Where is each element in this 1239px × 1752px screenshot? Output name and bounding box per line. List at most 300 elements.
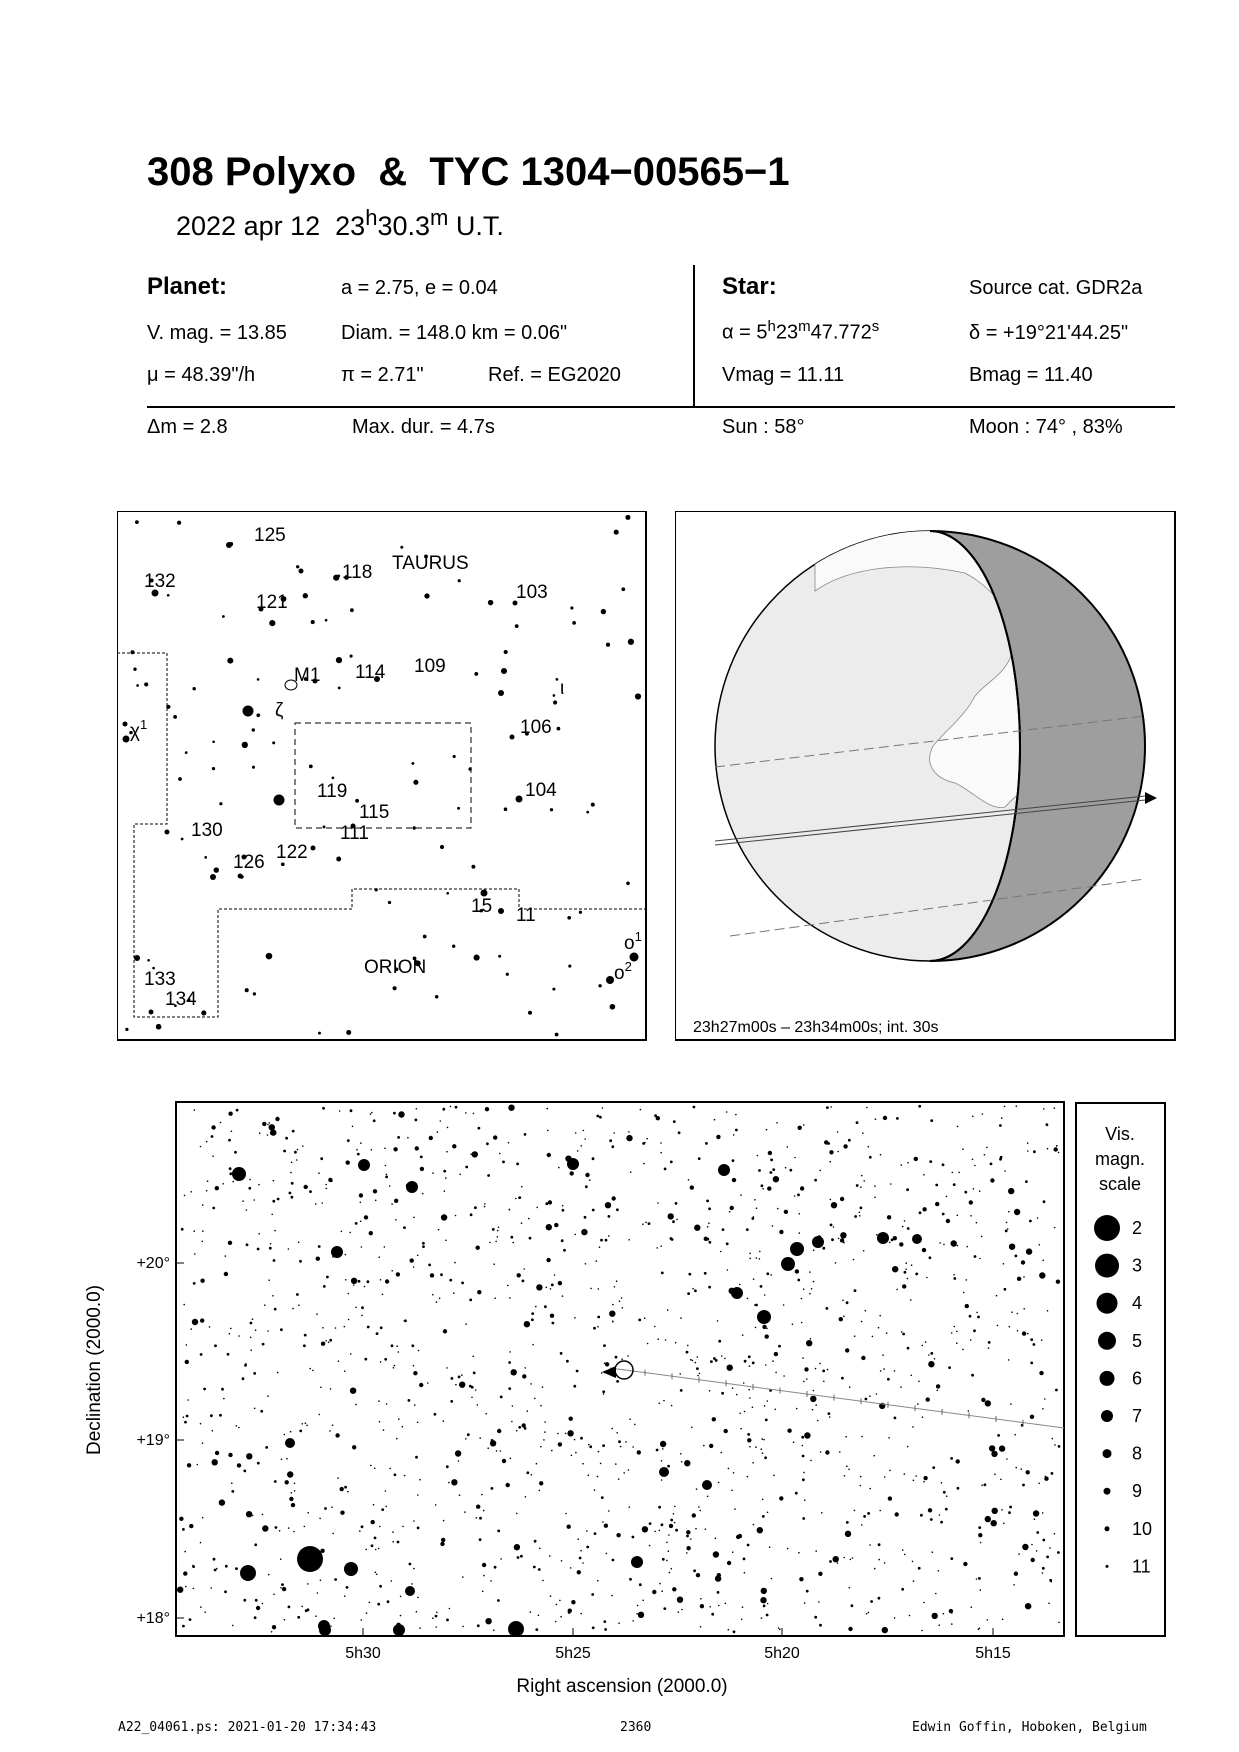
detail-star	[712, 1417, 716, 1421]
detail-star	[594, 1532, 597, 1535]
detail-star	[848, 1469, 850, 1471]
detail-star	[379, 1585, 382, 1588]
detail-star	[281, 1459, 283, 1461]
detail-star	[727, 1269, 729, 1271]
detail-star	[585, 1185, 588, 1188]
detail-star	[586, 1530, 588, 1532]
detail-star	[565, 1513, 567, 1515]
detail-star	[331, 1506, 333, 1508]
finder-star	[498, 908, 504, 914]
detail-star	[370, 1113, 372, 1115]
detail-star	[891, 1239, 894, 1242]
detail-star	[673, 1513, 675, 1515]
detail-star	[759, 1258, 761, 1260]
detail-star	[657, 1202, 659, 1204]
detail-star	[319, 1624, 331, 1636]
detail-star	[413, 1217, 415, 1219]
detail-star	[717, 1573, 721, 1577]
detail-star	[455, 1384, 457, 1386]
detail-star	[538, 1615, 540, 1617]
detail-star	[979, 1258, 981, 1260]
detail-star	[335, 1327, 337, 1329]
detail-star	[391, 1270, 393, 1272]
detail-star	[1022, 1331, 1026, 1335]
detail-star	[674, 1522, 676, 1524]
detail-star	[540, 1405, 542, 1407]
detail-star	[882, 1627, 888, 1633]
detail-star	[768, 1151, 772, 1155]
detail-star	[1042, 1512, 1044, 1514]
constellation-orion: ORION	[364, 957, 427, 978]
scale-label: 7	[1132, 1406, 1143, 1426]
detail-star	[422, 1193, 424, 1195]
detail-star	[724, 1429, 728, 1433]
detail-star	[843, 1557, 845, 1559]
detail-star	[645, 1222, 647, 1224]
detail-star	[318, 1245, 321, 1248]
detail-star	[837, 1562, 839, 1564]
detail-star	[1030, 1362, 1033, 1365]
detail-star	[854, 1289, 857, 1292]
star-label: 111	[340, 823, 369, 844]
detail-star	[352, 1445, 356, 1449]
detail-star	[267, 1395, 269, 1397]
detail-star	[988, 1347, 990, 1349]
detail-star	[667, 1465, 670, 1468]
detail-star	[747, 1298, 749, 1300]
detail-star	[886, 1332, 888, 1334]
detail-star	[802, 1445, 804, 1447]
detail-star	[989, 1445, 995, 1451]
detail-star	[472, 1356, 474, 1358]
detail-star	[818, 1572, 822, 1576]
detail-star	[942, 1213, 945, 1216]
detail-star	[597, 1476, 599, 1478]
detail-star	[1056, 1145, 1058, 1147]
detail-star	[358, 1280, 361, 1283]
scale-title: scale	[1098, 1174, 1142, 1194]
detail-star	[447, 1127, 449, 1129]
detail-star	[432, 1172, 434, 1174]
detail-star	[930, 1119, 933, 1122]
detail-star	[946, 1495, 948, 1497]
detail-star	[475, 1389, 477, 1391]
detail-star	[299, 1430, 302, 1433]
detail-star	[762, 1452, 764, 1454]
detail-star	[684, 1460, 690, 1466]
detail-star	[443, 1520, 445, 1522]
finder-star	[299, 569, 304, 574]
detail-star	[441, 1214, 447, 1220]
detail-star	[831, 1202, 837, 1208]
detail-star	[524, 1367, 526, 1369]
detail-star	[661, 1590, 663, 1592]
finder-star	[488, 600, 493, 605]
detail-star	[393, 1147, 397, 1151]
detail-star	[612, 1559, 615, 1562]
detail-star	[350, 1353, 352, 1355]
detail-star	[644, 1317, 646, 1319]
detail-star	[801, 1322, 803, 1324]
detail-star	[612, 1321, 614, 1323]
detail-star	[654, 1326, 656, 1328]
detail-star	[673, 1120, 676, 1123]
detail-star	[727, 1561, 731, 1565]
detail-star	[377, 1603, 380, 1606]
detail-star	[238, 1335, 240, 1337]
detail-star	[708, 1286, 711, 1289]
detail-star	[861, 1524, 863, 1526]
detail-star	[706, 1238, 709, 1241]
detail-star	[483, 1510, 485, 1512]
finder-star	[201, 1010, 206, 1015]
detail-star	[254, 1408, 256, 1410]
detail-star	[778, 1627, 780, 1629]
finder-star	[281, 862, 285, 866]
event-time-h: 23	[335, 211, 366, 241]
detail-star	[375, 1549, 377, 1551]
detail-star	[565, 1156, 571, 1162]
finder-star	[553, 700, 557, 704]
detail-star	[329, 1339, 332, 1342]
detail-star	[291, 1196, 294, 1199]
detail-star	[481, 1494, 483, 1496]
detail-star	[1047, 1148, 1049, 1150]
detail-star	[455, 1106, 458, 1109]
detail-star	[360, 1221, 362, 1223]
detail-star	[416, 1611, 418, 1613]
scale-label: 11	[1132, 1556, 1151, 1577]
detail-star	[594, 1489, 596, 1491]
detail-star	[729, 1288, 735, 1294]
detail-star	[332, 1424, 334, 1426]
detail-star	[476, 1517, 478, 1519]
finder-star	[219, 802, 222, 805]
detail-star	[262, 1525, 268, 1531]
detail-star	[294, 1151, 297, 1154]
detail-star	[216, 1568, 218, 1570]
detail-star	[675, 1529, 678, 1532]
detail-star	[446, 1465, 449, 1468]
detail-star	[321, 1202, 323, 1204]
detail-star	[536, 1463, 538, 1465]
star-source-catalog: Source cat. GDR2a	[969, 277, 1143, 299]
detail-star	[732, 1387, 734, 1389]
detail-star	[385, 1279, 389, 1283]
detail-star	[367, 1326, 370, 1329]
detail-star	[882, 1354, 884, 1356]
detail-star	[825, 1450, 829, 1454]
detail-star	[1033, 1343, 1036, 1346]
detail-star	[222, 1183, 224, 1185]
detail-star	[709, 1606, 711, 1608]
detail-star	[380, 1326, 383, 1329]
detail-star	[189, 1618, 192, 1621]
detail-star	[539, 1548, 541, 1550]
detail-star	[582, 1463, 584, 1465]
finder-star	[253, 992, 256, 995]
detail-star	[1043, 1200, 1046, 1203]
detail-star	[1016, 1105, 1018, 1107]
detail-star	[444, 1190, 446, 1192]
detail-star	[823, 1381, 825, 1383]
detail-star	[307, 1583, 309, 1585]
detail-star	[708, 1207, 711, 1210]
star-label: 133	[144, 969, 176, 990]
detail-star	[1009, 1506, 1012, 1509]
detail-star	[231, 1490, 234, 1493]
star-vmag: Vmag = 11.11	[722, 364, 845, 386]
detail-star	[317, 1592, 319, 1594]
detail-star	[618, 1622, 620, 1624]
detail-star	[508, 1142, 510, 1144]
detail-star	[815, 1368, 817, 1370]
detail-star	[301, 1606, 303, 1608]
detail-star	[654, 1531, 656, 1533]
detail-star	[842, 1300, 844, 1302]
finder-star	[296, 565, 299, 568]
detail-star	[210, 1587, 212, 1589]
event-datetime	[176, 205, 504, 242]
detail-star	[666, 1560, 668, 1562]
detail-star	[792, 1324, 794, 1326]
detail-star	[509, 1209, 511, 1211]
finder-star	[229, 542, 233, 546]
detail-star	[721, 1355, 723, 1357]
detail-star	[352, 1126, 354, 1128]
detail-star	[718, 1605, 720, 1607]
detail-star	[214, 1344, 217, 1347]
detail-star	[225, 1255, 227, 1257]
detail-star	[465, 1166, 468, 1169]
detail-star	[531, 1474, 533, 1476]
detail-star	[590, 1288, 592, 1290]
detail-star	[848, 1627, 852, 1631]
detail-star	[761, 1438, 763, 1440]
detail-star	[694, 1289, 697, 1292]
detail-star	[479, 1538, 482, 1541]
detail-star	[686, 1546, 690, 1550]
detail-star	[524, 1321, 530, 1327]
detail-star	[237, 1463, 241, 1467]
detail-star	[632, 1536, 635, 1539]
detail-star	[690, 1185, 694, 1189]
detail-star	[730, 1206, 734, 1210]
detail-star	[912, 1426, 914, 1428]
finder-star	[424, 593, 429, 598]
detail-star	[385, 1165, 387, 1167]
detail-star	[843, 1242, 845, 1244]
detail-star	[193, 1230, 195, 1232]
detail-star	[729, 1211, 731, 1213]
detail-star	[394, 1365, 396, 1367]
detail-star	[270, 1132, 273, 1135]
star-label: 15	[471, 896, 493, 917]
detail-star	[297, 1616, 300, 1619]
detail-star	[688, 1273, 691, 1276]
star-bmag: Bmag = 11.40	[969, 364, 1093, 386]
detail-star	[819, 1363, 821, 1365]
detail-star	[887, 1215, 891, 1219]
detail-star	[580, 1437, 583, 1440]
star-label: 122	[276, 842, 308, 863]
detail-star	[606, 1553, 608, 1555]
detail-star	[474, 1206, 477, 1209]
detail-star	[709, 1390, 711, 1392]
detail-star	[605, 1239, 608, 1242]
detail-star	[300, 1564, 302, 1566]
detail-star	[389, 1185, 391, 1187]
detail-star	[200, 1606, 202, 1608]
detail-star	[316, 1257, 320, 1261]
detail-star	[522, 1374, 526, 1378]
detail-star	[304, 1334, 307, 1337]
detail-star	[272, 1200, 275, 1203]
detail-star	[479, 1517, 482, 1520]
detail-star	[877, 1232, 889, 1244]
detail-star	[482, 1591, 484, 1593]
detail-star	[887, 1378, 890, 1381]
detail-star	[279, 1530, 281, 1532]
planet-reference: Ref. = EG2020	[488, 364, 621, 386]
detail-star	[755, 1304, 758, 1307]
detail-star	[533, 1566, 536, 1569]
detail-star	[1036, 1531, 1039, 1534]
detail-star	[705, 1528, 707, 1530]
detail-star	[616, 1380, 619, 1383]
detail-star	[566, 1360, 569, 1363]
detail-star	[649, 1545, 651, 1547]
detail-star	[1006, 1458, 1008, 1460]
detail-star	[402, 1426, 404, 1428]
detail-star	[391, 1580, 393, 1582]
detail-star	[861, 1321, 863, 1323]
finder-star	[552, 988, 555, 991]
detail-star	[845, 1348, 849, 1352]
detail-star	[694, 1225, 700, 1231]
detail-star	[943, 1491, 946, 1494]
finder-star	[570, 606, 573, 609]
detail-star	[695, 1528, 697, 1530]
detail-star	[605, 1362, 609, 1366]
detail-star	[449, 1608, 451, 1610]
detail-star	[391, 1203, 393, 1205]
detail-star	[568, 1611, 571, 1614]
detail-star	[230, 1328, 232, 1330]
detail-star	[962, 1148, 964, 1150]
finder-star	[423, 935, 427, 939]
detail-star	[212, 1459, 218, 1465]
detail-star	[296, 1293, 299, 1296]
detail-star	[657, 1338, 659, 1340]
detail-star	[502, 1161, 505, 1164]
detail-star	[870, 1600, 873, 1603]
detail-star	[733, 1472, 735, 1474]
detail-star	[928, 1361, 934, 1367]
detail-star	[853, 1259, 855, 1261]
detail-star	[799, 1213, 801, 1215]
detail-star	[236, 1425, 238, 1427]
sun-elongation: Sun : 58°	[722, 416, 805, 438]
detail-star	[861, 1175, 863, 1177]
detail-star	[288, 1527, 290, 1529]
detail-star	[878, 1327, 880, 1329]
detail-star	[629, 1506, 631, 1508]
finder-star	[181, 838, 184, 841]
detail-star	[281, 1583, 284, 1586]
detail-star	[522, 1280, 525, 1283]
detail-star	[197, 1464, 199, 1466]
detail-star	[668, 1213, 674, 1219]
finder-star	[338, 686, 341, 689]
detail-star	[956, 1331, 958, 1333]
detail-star	[733, 1630, 736, 1633]
detail-star	[845, 1531, 851, 1537]
detail-star	[370, 1465, 372, 1467]
detail-star	[1005, 1230, 1008, 1233]
detail-star	[298, 1304, 300, 1306]
detail-star	[801, 1436, 804, 1439]
detail-star	[950, 1457, 953, 1460]
detail-star	[923, 1174, 925, 1176]
finder-star	[452, 945, 455, 948]
detail-star	[974, 1165, 976, 1167]
detail-star	[254, 1543, 257, 1546]
detail-star	[644, 1142, 646, 1144]
finder-star	[125, 1028, 128, 1031]
detail-star	[865, 1310, 867, 1312]
detail-star	[403, 1226, 406, 1229]
detail-star	[861, 1436, 863, 1438]
detail-star	[920, 1514, 923, 1517]
detail-star	[907, 1227, 910, 1230]
detail-star	[603, 1620, 606, 1623]
detail-star	[692, 1513, 696, 1517]
detail-star	[901, 1331, 903, 1333]
detail-star	[547, 1130, 549, 1132]
detail-star	[262, 1514, 264, 1516]
detail-star	[722, 1228, 725, 1231]
detail-star	[895, 1512, 899, 1516]
detail-star	[693, 1569, 696, 1572]
detail-star	[290, 1431, 292, 1433]
detail-star	[443, 1170, 446, 1173]
detail-star	[883, 1116, 887, 1120]
detail-star	[622, 1307, 624, 1309]
detail-star	[820, 1451, 822, 1453]
detail-star	[229, 1333, 231, 1335]
planet-parallax: π = 2.71"	[341, 364, 424, 386]
detail-star	[778, 1345, 781, 1348]
detail-star	[556, 1604, 558, 1606]
scale-dot	[1103, 1449, 1112, 1458]
detail-star	[242, 1200, 244, 1202]
detail-star	[1029, 1220, 1032, 1223]
detail-star	[677, 1597, 683, 1603]
detail-star	[1001, 1117, 1003, 1119]
detail-star	[609, 1139, 612, 1142]
o2-sup: 2	[624, 959, 632, 974]
detail-star	[485, 1107, 489, 1111]
detail-star	[391, 1344, 394, 1347]
detail-star	[439, 1298, 441, 1300]
detail-star	[378, 1400, 380, 1402]
detail-star	[918, 1567, 921, 1570]
dec-tick-label: +20°	[136, 1255, 170, 1272]
detail-star	[546, 1258, 550, 1262]
detail-star	[579, 1557, 582, 1560]
detail-star	[634, 1424, 636, 1426]
